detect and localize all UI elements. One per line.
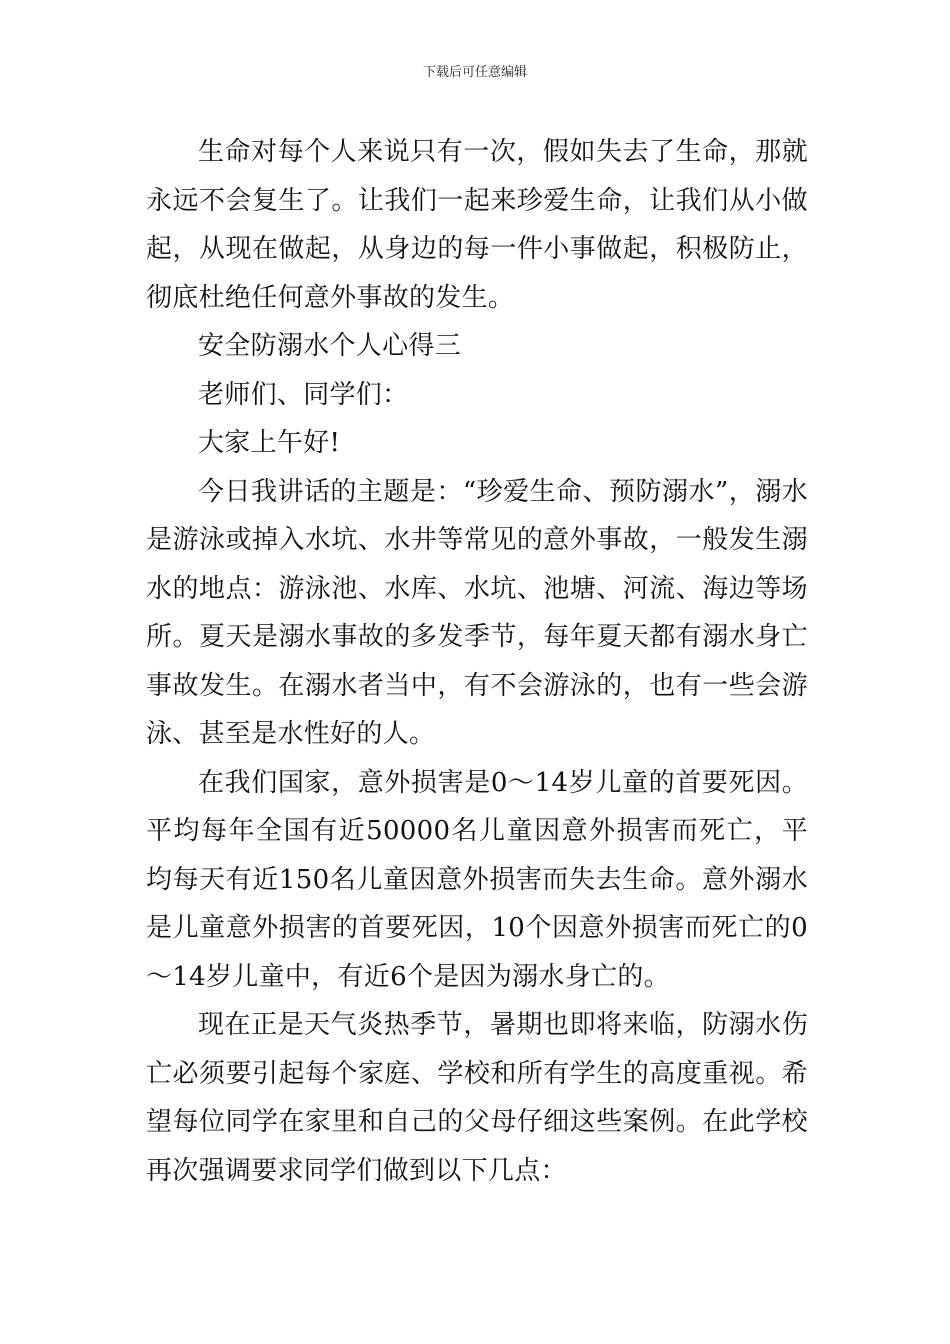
section-heading: 安全防溺水个人心得三 bbox=[198, 331, 462, 361]
page-header: 下载后可任意编辑 bbox=[422, 65, 527, 80]
greeting: 大家上午好! bbox=[198, 428, 341, 458]
paragraph-statistics: 在我们国家，意外损害是0～14岁儿童的首要死因。平均每年全国有近50000名儿童因意外损害而死亡，平均每天有近150名儿童因意外损害而失去生命。意外溺水是儿童意外损害的首要死因，10个因意外损害而死亡的0～14岁儿童中，有近6个是因为溺水身亡的。 bbox=[146, 767, 808, 992]
paragraph-life-value: 生命对每个人来说只有一次，假如失去了生命，那就永远不会复生了。让我们一起来珍爱生命，让我们从小做起，从现在做起，从身边的每一件小事做起，积极防止，彻底杜绝任何意外事故的发生。 bbox=[146, 137, 808, 313]
salutation: 老师们、同学们： bbox=[198, 379, 409, 410]
document-body bbox=[146, 128, 808, 1195]
paragraph-summer-warning: 现在正是天气炎热季节，暑期也即将来临，防溺水伤亡必须要引起每个家庭、学校和所有学生的高度重视。希望每位同学在家里和自己的父母仔细这些案例。在此学校再次强调要求同学们做到以下几点： bbox=[146, 1010, 808, 1186]
paragraph-speech-theme: 今日我讲话的主题是：“珍爱生命、预防溺水”，溺水是游泳或掉入水坑、水井等常见的意外事故，一般发生溺水的地点：游泳池、水库、水坑、池塘、河流、海边等场所。夏天是溺水事故的多发季节，每年夏天都有溺水身亡事故发生。在溺水者当中，有不会游泳的，也有一些会游泳、甚至是水性好的人。 bbox=[146, 476, 808, 749]
